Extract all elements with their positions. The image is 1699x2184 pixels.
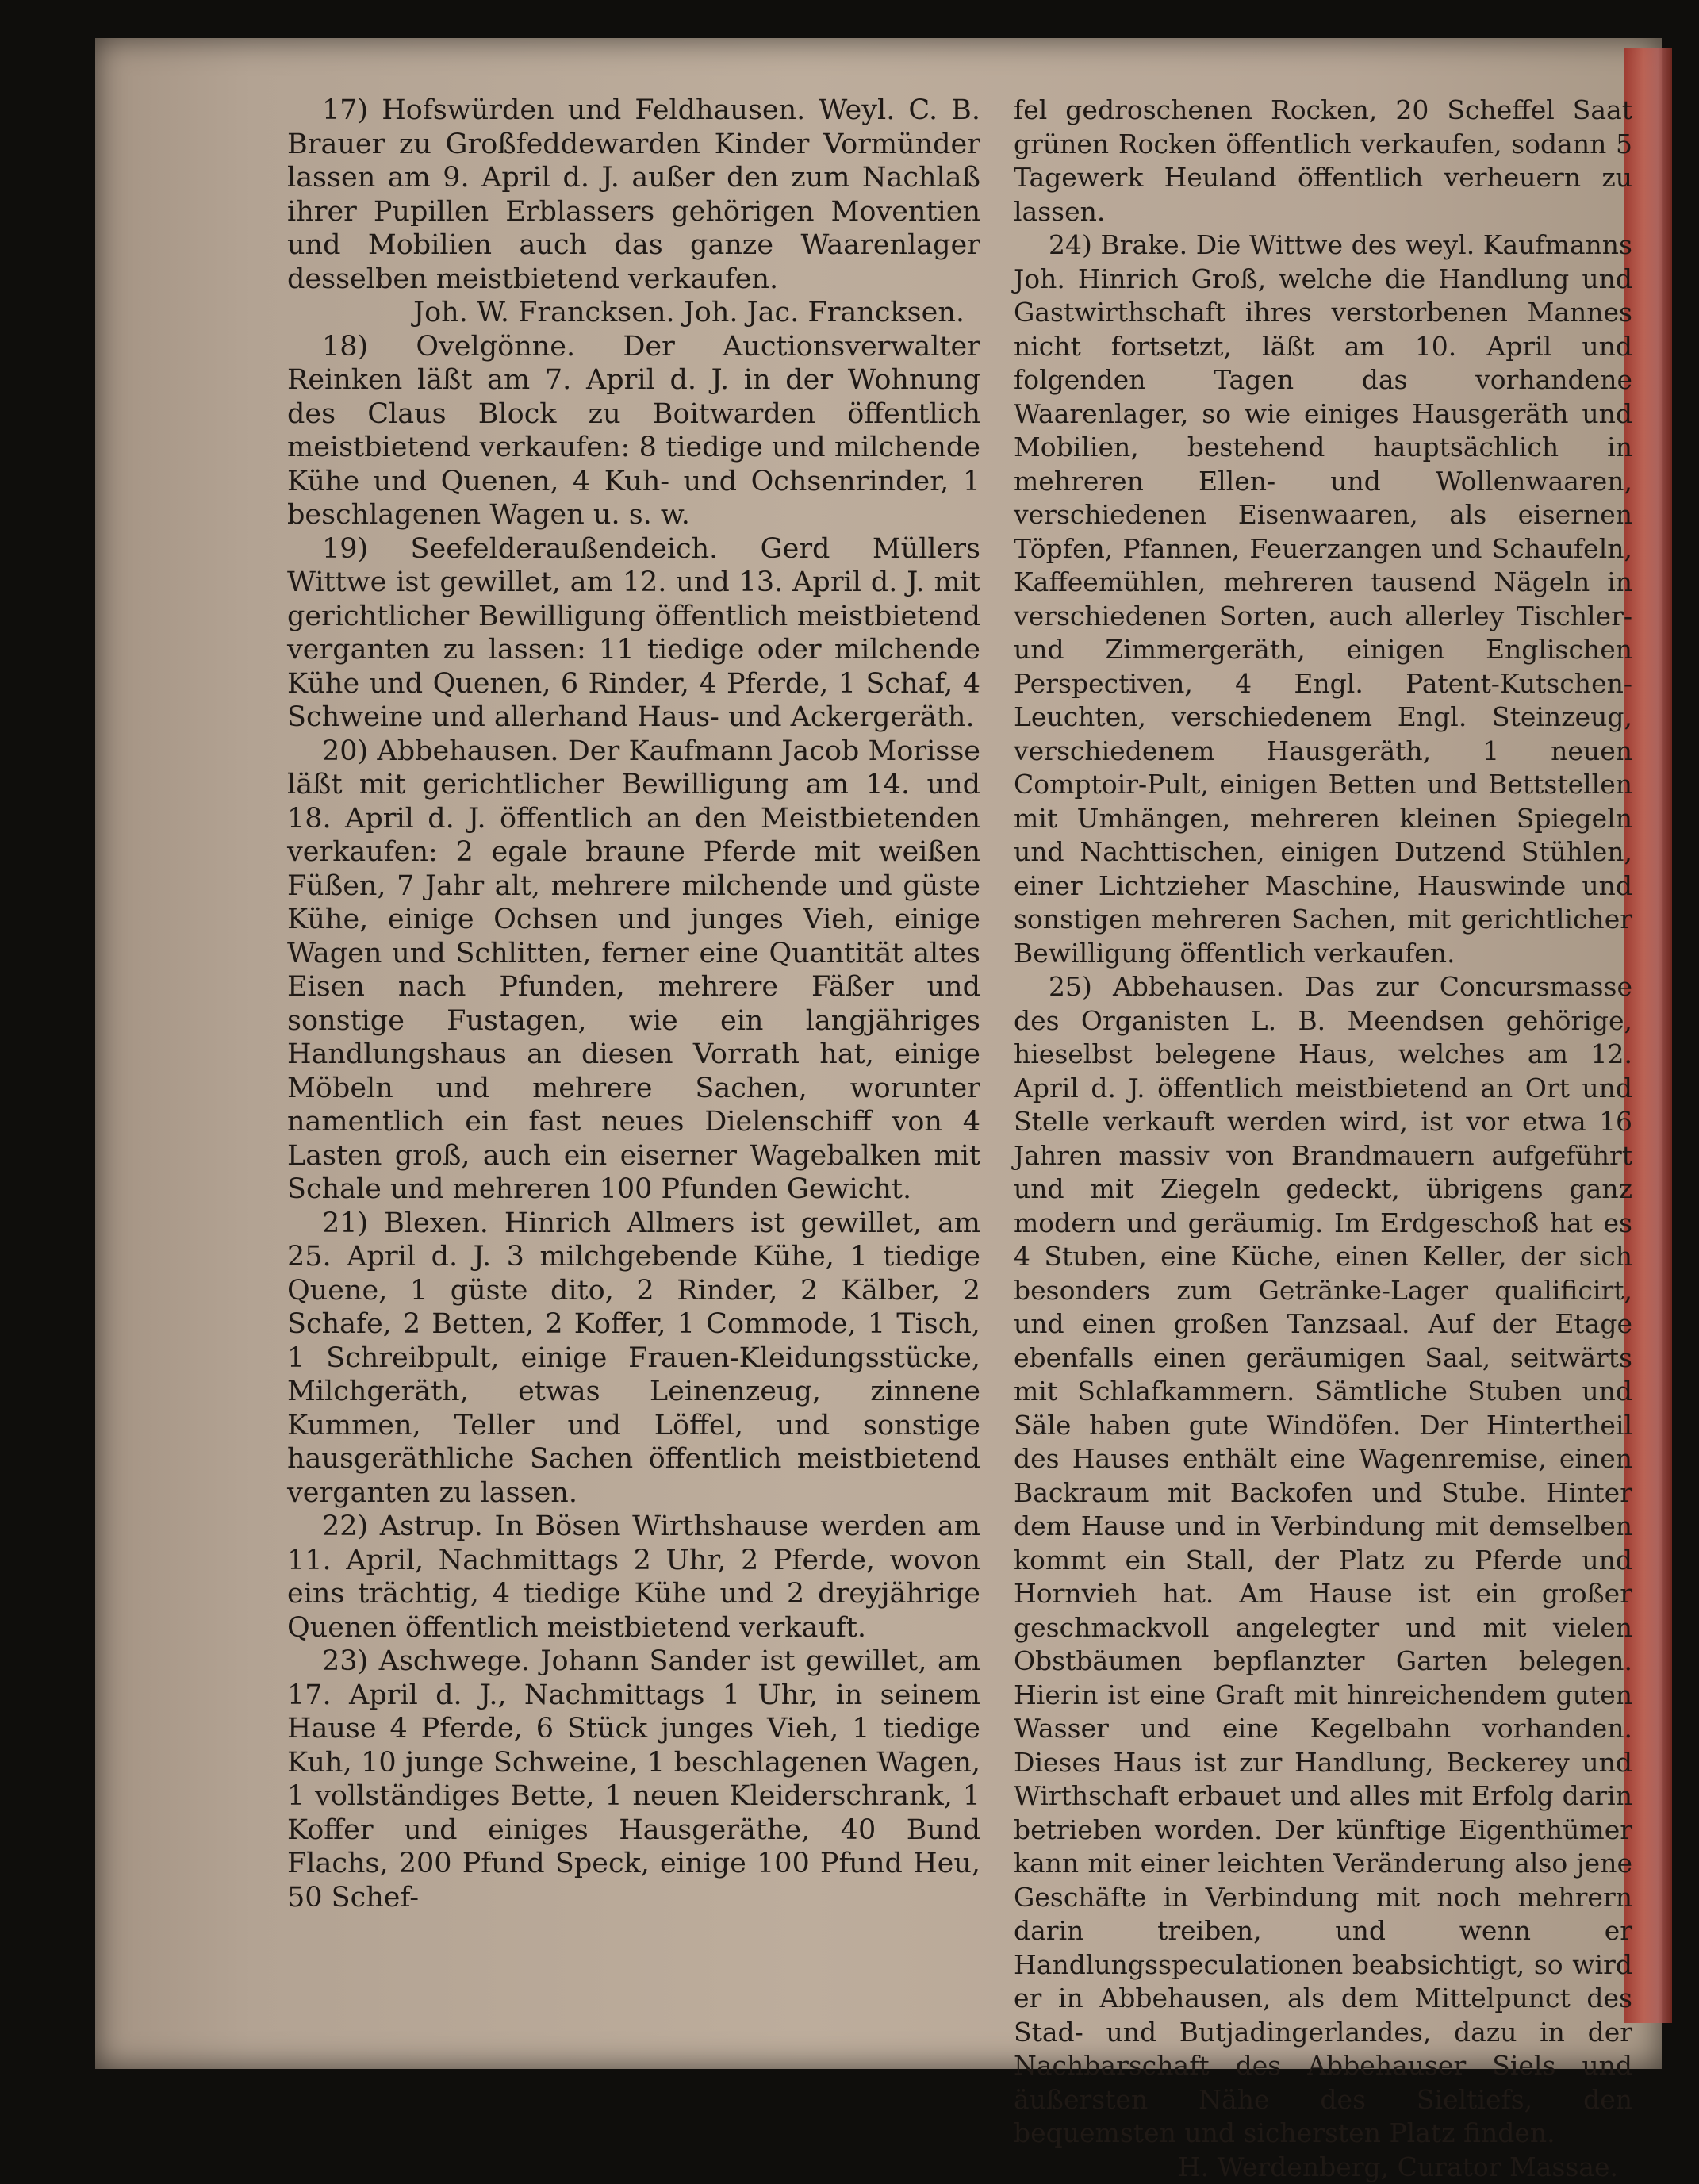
notice-17: 17) Hofswürden und Feldhausen. Weyl. C. B. Brauer zu Großfeddewarden Kinder Vormünder lassen am 9. April d. J. außer den zum Nachlaß ihrer Pupillen Erblassers gehörigen Moventien und Mobilien auch das ganze Waarenlager desselben meistbietend verkaufen. xyxy=(287,94,980,296)
left-column xyxy=(287,94,980,1914)
notice-17-signature: Joh. W. Francksen. Joh. Jac. Francksen. xyxy=(287,296,980,330)
notice-19: 19) Seefelderaußendeich. Gerd Müllers Wittwe ist gewillet, am 12. und 13. April d. J. mit gerichtlicher Bewilligung öffentlich meistbietend verganten zu lassen: 11 tiedige oder milchende Kühe und Quenen, 6 Rinder, 4 Pferde, 1 Schaf, 4 Schweine und allerhand Haus- und Ackergeräth. xyxy=(287,532,980,735)
notice-25: 25) Abbehausen. Das zur Concursmasse des Organisten L. B. Meendsen gehörige, hieselbst belegene Haus, welches am 12. April d. J. öffentlich meistbietend an Ort und Stelle verkauft werden wird, ist vor etwa 16 Jahren massiv von Brandmauern aufgeführt und mit Ziegeln gedeckt, übrigens ganz modern und geräumig. Im Erdgeschoß hat es 4 Stuben, eine Küche, einen Keller, der sich besonders zum Getränke-Lager qualificirt, und einen großen Tanzsaal. Auf der Etage ebenfalls einen geräumigen Saal, seitwärts mit Schlafkammern. Sämtliche Stuben und Säle haben gute Windöfen. Der Hintertheil des Hauses enthält eine Wagenremise, einen Backraum mit Backofen und Stube. Hinter dem Hause und in Verbindung mit demselben kommt ein Stall, der Platz zu Pferde und Hornvieh hat. Am Hause ist ein großer geschmackvoll angelegter und mit vielen Obstbäumen bepflanzter Garten belegen. Hierin ist eine Graft mit hinreichendem guten Wasser und eine Kegelbahn vorhanden. Dieses Haus ist zur Handlung, Beckerey und Wirthschaft erbauet und alles mit Erfolg darin betrieben worden. Der künftige Eigenthümer kann mit einer leichten Veränderung also jene Geschäfte in Verbindung mit noch mehrern darin treiben, und wenn er Handlungsspeculationen beabsichtigt, so wird er in Abbehausen, als dem Mittelpunct des Stad- und Butjadingerlandes, dazu in der Nachbarschaft des Abbehauser Siels und äußersten Nähe des Sieltiefs, den bequemsten und sichersten Platz finden. xyxy=(1014,970,1632,2151)
notice-24: 24) Brake. Die Wittwe des weyl. Kaufmanns Joh. Hinrich Groß, welche die Handlung und Gastwirthschaft ihres verstorbenen Mannes nicht fortsetzt, läßt am 10. April und folgenden Tagen das vorhandene Waarenlager, so wie einiges Hausgeräth und Mobilien, bestehend hauptsächlich in mehreren Ellen- und Wollenwaaren, verschiedenen Eisenwaaren, als eisernen Töpfen, Pfannen, Feuerzangen und Schaufeln, Kaffeemühlen, mehreren tausend Nägeln in verschiedenen Sorten, auch allerley Tischler- und Zimmergeräth, einigen Englischen Perspectiven, 4 Engl. Patent-Kutschen-Leuchten, verschiedenem Engl. Steinzeug, verschiedenem Hausgeräth, 1 neuen Comptoir-Pult, einigen Betten und Bettstellen mit Umhängen, mehreren kleinen Spiegeln und Nachttischen, einigen Dutzend Stühlen, einer Lichtzieher Maschine, Hauswinde und sonstigen mehreren Sachen, mit gerichtlicher Bewilligung öffentlich verkaufen. xyxy=(1014,228,1632,970)
notice-22: 22) Astrup. In Bösen Wirthshause werden am 11. April, Nachmittags 2 Uhr, 2 Pferde, wovon eins trächtig, 4 tiedige Kühe und 2 dreyjährige Quenen öffentlich meistbietend verkauft. xyxy=(287,1510,980,1645)
notice-23-continued: fel gedroschenen Rocken, 20 Scheffel Saat grünen Rocken öffentlich verkaufen, sodann 5 Tagewerk Heuland öffentlich verheuern zu lassen. xyxy=(1014,94,1632,228)
notice-23: 23) Aschwege. Johann Sander ist gewillet, am 17. April d. J., Nachmittags 1 Uhr, in seinem Hause 4 Pferde, 6 Stück junges Vieh, 1 tiedige Kuh, 10 junge Schweine, 1 beschlagenen Wagen, 1 vollständiges Bette, 1 neuen Kleiderschrank, 1 Koffer und einiges Hausgeräthe, 40 Bund Flachs, 200 Pfund Speck, einige 100 Pfund Heu, 50 Schef- xyxy=(287,1645,980,1914)
notice-25-signature: H. Werdenberg, Curator Massae. xyxy=(1014,2151,1632,2184)
right-column xyxy=(1014,94,1632,2184)
notice-18: 18) Ovelgönne. Der Auctionsverwalter Reinken läßt am 7. April d. J. in der Wohnung des Claus Block zu Boitwarden öffentlich meistbietend verkaufen: 8 tiedige und milchende Kühe und Quenen, 4 Kuh- und Ochsenrinder, 1 beschlagenen Wagen u. s. w. xyxy=(287,330,980,532)
notice-20: 20) Abbehausen. Der Kaufmann Jacob Morisse läßt mit gerichtlicher Bewilligung am 14. und 18. April d. J. öffentlich an den Meistbietenden verkaufen: 2 egale braune Pferde mit weißen Füßen, 7 Jahr alt, mehrere milchende und güste Kühe, einige Ochsen und junges Vieh, einige Wagen und Schlitten, ferner eine Quantität altes Eisen nach Pfunden, mehrere Fäßer und sonstige Fustagen, wie ein langjähriges Handlungshaus an diesen Vorrath hat, einige Möbeln und mehrere Sachen, worunter namentlich ein fast neues Dielenschiff von 4 Lasten groß, auch ein eiserner Wagebalken mit Schale und mehreren 100 Pfunden Gewicht. xyxy=(287,735,980,1207)
notice-21: 21) Blexen. Hinrich Allmers ist gewillet, am 25. April d. J. 3 milchgebende Kühe, 1 tiedige Quene, 1 güste dito, 2 Rinder, 2 Kälber, 2 Schafe, 2 Betten, 2 Koffer, 1 Commode, 1 Tisch, 1 Schreibpult, einige Frauen-Kleidungsstücke, Milchgeräth, etwas Leinenzeug, zinnene Kummen, Teller und Löffel, und sonstige hausgeräthliche Sachen öffentlich meistbietend verganten zu lassen. xyxy=(287,1207,980,1510)
